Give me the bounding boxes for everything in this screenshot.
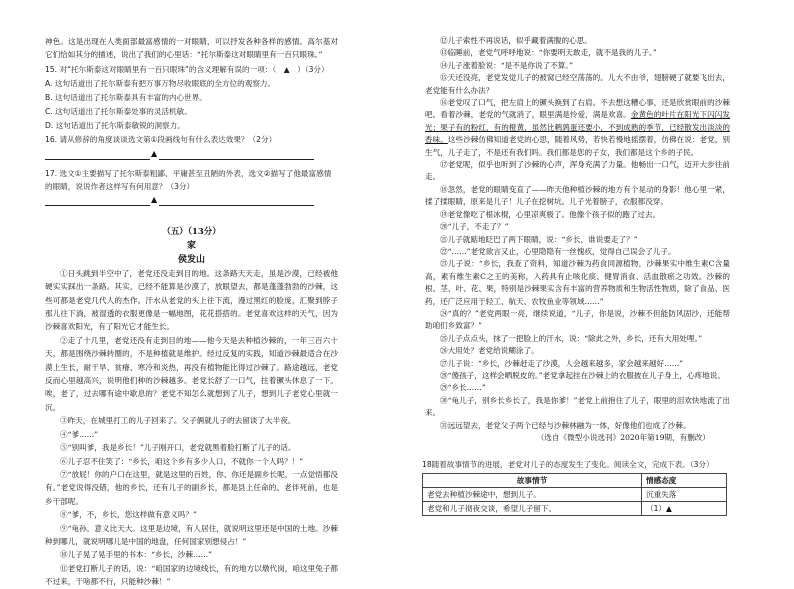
paragraph: ㉚“龟儿子，别乡长乡长了，我是你爹！”老党上前抱住了儿子，眼里的泪欢快地流了出来。	[425, 395, 730, 418]
header-plot: 故事情节	[423, 474, 642, 488]
paragraph: ⑱忽然，老党的眼睛变直了——昨天他种植沙棘的地方有个晃动的身影！他心里一紧，揉了揉眼睛，原来是儿子！儿子在挖树坑。儿子光着膀子，衣服都没穿。	[425, 184, 730, 207]
question-15-stem: 15. 对“托尔斯泰这对眼睛里有一百只眼珠”的含义理解有误的一项：（ ▲ ）（3分）	[45, 64, 329, 74]
section-heading: （五）（13分）	[162, 226, 221, 237]
story-paragraphs-left	[45, 267, 338, 589]
attitude-cell: 沉重失落	[642, 488, 727, 502]
paragraph: ⑩儿子晃了晃手里的书本：“乡长，沙棘……”	[60, 550, 213, 560]
table-header-row	[423, 474, 727, 488]
story-paragraphs-right	[425, 35, 730, 444]
paragraph: ⑪老党打断儿子的话，说：“咱国家的边境线长，有的地方以墩代岗，咱这里兔子都不过来，干啥都不行，只能种沙棘！”	[45, 563, 338, 587]
attitude-answer-cell[interactable]: （1）▲	[642, 502, 727, 516]
paragraph: ㉔“真的？”老党两眼一亮，继续说道，“儿子，你是说，沙棘不但能防风固沙，还能帮助咱们乡致富？”	[425, 308, 730, 331]
plot-cell: 老党去种植沙棘途中，想到儿子。	[423, 488, 642, 502]
paragraph: ⑧“爹，不，乡长，您这样做有意义吗？”	[60, 510, 197, 520]
answer-line-17[interactable]	[45, 195, 315, 207]
paragraph: ⑳“儿子，不走了？”	[440, 222, 509, 232]
paragraph: ㉓儿子说：“乡长，我查了资料，知道沙棘为药食同源植物，沙棘果实中维生素C含量高，素有维生素C之王的美称，入药具有止咳化痰、健胃消食、活血散瘀之功效。沙棘的根、茎、叶、花、果，特别是沙棘果实含有丰富的营养物质和生物活性物质，除了食品、医药，还广泛应用于轻工、航天、农牧鱼业等领域……”	[425, 259, 730, 306]
paragraph-16	[425, 97, 730, 159]
paragraph: ㉒“……”老党欲言又止，心里隐隐有一丝愧疚，觉得自己误会了儿子。	[440, 246, 676, 256]
paragraph-text: ⑯老党叹了口气，把左肩上的镢头换到了右肩。不去想这糟心事，还是欣赏眼前的沙棘吧。看着沙棘，老党的气就消了，眼里满是怜爱，满是欢喜。	[425, 98, 730, 120]
option-a: A. 这句话道出了托尔斯泰有把万事万物尽收眼底的全方位的观察力。	[45, 78, 276, 88]
passage-continuation: 神色。这是出现在人类面部最富感情的一对眼睛，可以抒发各种各样的感情。高尔基对它们恰如其分的描述，说出了我们的心里话：“托尔斯泰这对眼睛里有一百只眼珠。”	[45, 37, 338, 60]
paragraph: ⑤“别叫爹，我是乡长！”儿子刚开口，老党就黑着脸打断了儿子的话。	[60, 443, 296, 453]
paragraph: ㉗儿子说：“乡长，沙棘赶走了沙漠，人会越来越多，家会越来越好……”	[440, 358, 684, 368]
option-c: C. 这句话道出了托尔斯泰处事的灵活机敏。	[45, 106, 192, 116]
table-row	[423, 502, 727, 516]
paragraph: ①日头跳到半空中了，老党还没走到目的地。这条路天天走，虽是沙漠，已经被他硬实实踩出一条路。其实，已经不能算是沙漠了，放眼望去，都是蓬蓬勃勃的沙棘，这些可都是老党几代人的杰作。汗水从老党的头上往下流，漫过黑红的脸庞，汇聚到脖子那儿往下淌，被湿透的衣服更像是一幅地图，花花搭搭的。老党喜欢这样的天气，因为沙棘喜欢阳光，有了阳光它才能生长。	[45, 268, 338, 332]
paragraph: ⑦“放屁！你的户口在这里，就是这里的百姓，你、你还是副乡长呢，一点觉悟都没有。”老党说得没错，他的乡长，还有儿子的副乡长，都是县上任命的。老伴死前，也是乡干部呢。	[45, 469, 338, 506]
paragraph: ⑫儿子索性不再说话，似乎藏着满腹的心思。	[440, 36, 592, 45]
paragraph: ⑰老党呢，似乎也听到了沙棘的心声，浑身充满了力量。他畅出一口气，迈开大步往前走。	[425, 160, 730, 182]
paragraph: ㉙“乡长……”	[440, 383, 486, 393]
paragraph: ⑮天还没亮，老党发觉儿子的被窝已经空荡荡的。儿大不由爷，翅膀硬了就要飞出去，老党能有什么办法？	[425, 73, 730, 95]
paragraph: ⑬临睡前，老党气呼呼地说：“你要明天敢走，就不是我的儿子。”	[440, 48, 657, 58]
paragraph: ㉘“傻孩子，这样会晒脱皮的。”老党拿起挂在沙棘上的衣服披在儿子身上，心疼地说。	[440, 370, 725, 380]
paragraph: ㉕儿子点点头，抹了一把脸上的汗水，说：“除此之外，乡长，还有大用处哩。”	[440, 333, 703, 343]
story-author: 侯发山	[177, 254, 205, 265]
underlined-sentence: 金黄色的叶片在阳光下闪闪发光；果子有的粉红，有的橙黄，虽然比鹌鹑蛋还要小，不到成熟的季节，已经散发出淡淡的香味。	[425, 110, 731, 145]
source-citation: （选自《微型小说选刊》2020年第19期，有删改）	[536, 433, 710, 442]
story-title: 家	[186, 240, 196, 251]
paragraph: ⑨“龟孙，意义比天大。这里是边境，有人居住，就说明这里还是中国的土地。沙棘种到哪儿，就说明哪儿是中国的地盘，任何国家别想侵占！”	[45, 523, 338, 546]
paragraph: ②走了十几里，老党还没有走到目的地——他今天是去种植沙棘的，一年三百六十天，都是围绕沙棘转圈的，不是种植就是维护。经过反复的实践，知道沙棘最适合在沙漠上生长，耐干旱、贫瘠、寒冷和炎热，再没有植物能比得过沙棘了。路途越远，老党反而心里越高兴，说明他们种的沙棘越多。老党长舒了一口气，拄着镢头休息了一下。唉，老了，过去哪有途中歇息的？老党不知怎么就想到了儿子，想到儿子老党心里就一沉。	[45, 335, 338, 412]
paragraph: ㉑儿子就踮地眨巴了两下眼睛，说：“乡长，谁说要走了？”	[440, 234, 638, 244]
paragraph: ⑭儿子涨着脸说：“是不是你说了不算。”	[440, 60, 574, 70]
question-18: 18随着故事情节的进展，老党对儿子的态度发生了变化。阅读全文，完成下表。（3分）	[422, 460, 714, 470]
option-d: D. 这句话道出了托尔斯泰敏锐的洞察力。	[45, 120, 185, 130]
option-b: B. 这句话道出了托尔斯泰具有丰富的内心世界。	[45, 92, 207, 102]
paragraph-text: 这些沙棘仿佛知道老党的心思，随着风势，若快若慢地摇摆着，仿佛在说：老党，别生气，儿子走了，不是还有我们吗。我们都是您的子女，我们都是这个乡的子民。	[425, 135, 731, 157]
question-18-table	[422, 473, 727, 516]
answer-marker: ▲	[151, 194, 158, 204]
answer-line-16[interactable]	[45, 149, 315, 161]
right-column	[422, 35, 731, 516]
question-17: 17. 选文①主要描写了托尔斯泰粗鄙、平庸甚至丑陋的外表，选文②描写了他最富感情的眼睛，说说作者这样写有何用意？（3分）	[45, 168, 332, 191]
paragraph: ㉛远远望去，老党父子两个已经与沙棘林融为一体，好像他们也成了沙棘。	[440, 420, 691, 430]
plot-cell: 老党和儿子彻夜交谈，希望儿子留下。	[423, 502, 642, 516]
paragraph: ㉖大用处？老党给说糊涂了。	[440, 346, 539, 356]
paragraph: ⑥儿子忍不住笑了：“乡长，咱这个乡有多少人口，不就你一个人吗？！”	[60, 456, 304, 466]
question-16: 16. 请从修辞的角度谈谈选文第①段画线句有什么表达效果？（2分）	[45, 134, 277, 144]
header-attitude: 情感态度	[642, 474, 727, 488]
table-row	[423, 488, 727, 502]
question-15	[45, 63, 338, 147]
paragraph: ⑲老党像吃了根冰棍，心里凉爽极了。他像个孩子似的跑了过去。	[440, 209, 661, 219]
paragraph: ③昨天，在城里打工的儿子回来了。父子俩就儿子的去留谈了大半夜。	[60, 416, 296, 426]
answer-marker: ▲	[151, 148, 158, 158]
paragraph: ④“爹……”	[60, 429, 99, 439]
left-column	[45, 35, 338, 589]
